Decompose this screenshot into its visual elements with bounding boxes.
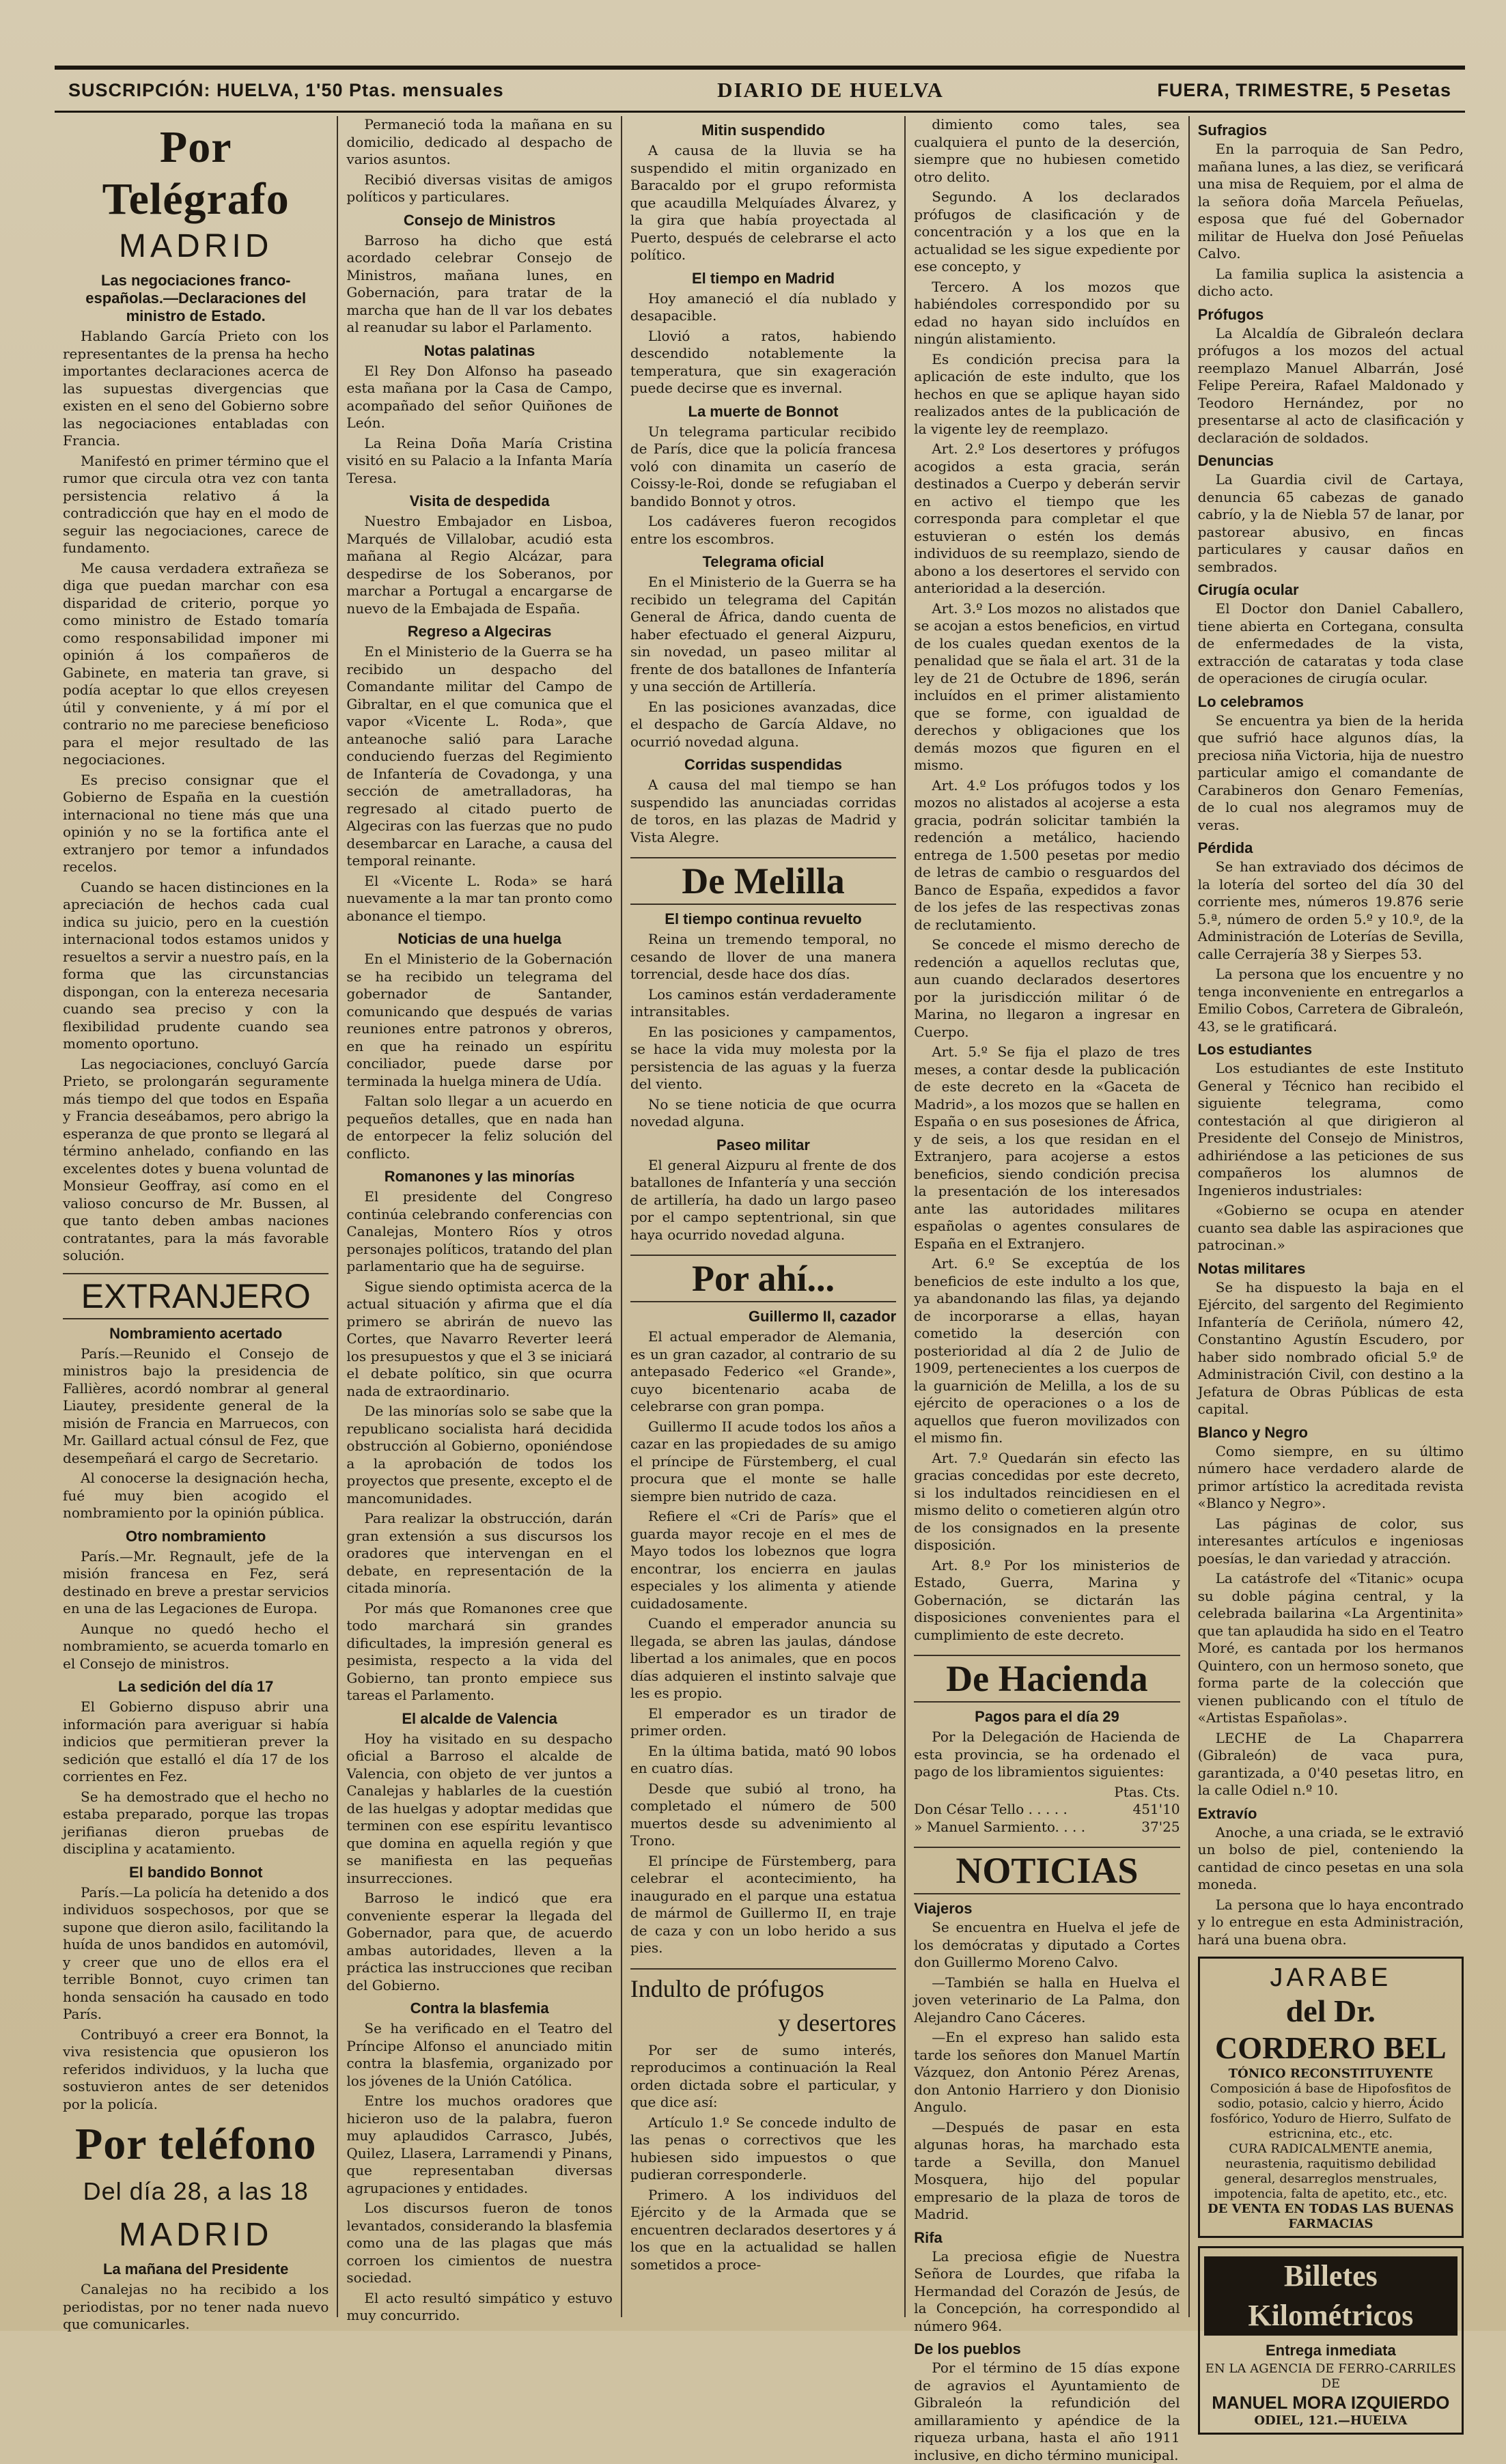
paragraph: En las posiciones avanzadas, dice el despacho de García Aldave, no ocurrió novedad alguna. xyxy=(630,698,897,750)
headline: Notas palatinas xyxy=(423,341,535,359)
paragraph: Sigue siendo optimista acerca de la actual situación y afirma que el día primero se abrirán de nuevo las Cortes, que Navarro Reverter leerá los presupuestos y que el 3 se iniciará el debate político, sin que ocurra nada de extraordinario. xyxy=(346,1278,613,1399)
paragraph: —También se halla en Huelva el joven veterinario de La Palma, don Alejandro Cano Cáceres. xyxy=(914,1974,1180,2026)
ad-brand: MANUEL MORA IZQUIERDO xyxy=(1212,2392,1450,2413)
paragraph: Para realizar la obstrucción, darán gran extensión a sus discursos los oradores que intervengan en el debate, en representación de la citada minoría. xyxy=(346,1510,613,1596)
paragraph: Los caminos están verdaderamente intransitables. xyxy=(630,985,897,1020)
paragraph: Contribuyó a creer era Bonnot, la viva resistencia que opusieron los referidos individuos, y la lucha que sostuvieron antes de ser detenidos por la policía. xyxy=(63,2026,329,2112)
masthead xyxy=(55,66,1465,113)
ad-subtitle: TÓNICO RECONSTITUYENTE xyxy=(1228,2067,1434,2081)
newspaper-title: DIARIO DE HUELVA xyxy=(717,78,944,102)
headline: La mañana del Presidente xyxy=(102,2260,289,2278)
paragraph: Por la Delegación de Hacienda de esta provincia, se ha ordenado el pago de los libramientos siguientes: xyxy=(914,1728,1180,1780)
headline: Extravío xyxy=(1197,1804,1257,1822)
headline: La sedición del día 17 xyxy=(117,1678,274,1695)
paragraph: En las posiciones y campamentos, se hace la vida muy molesta por la persistencia de las aguas y la fuerza del viento. xyxy=(630,1023,897,1092)
paragraph: dimiento como tales, sea cualquiera el punto de la deserción, siempre que no hubiesen cometido otro delito. xyxy=(914,116,1180,185)
headline: Las negociaciones franco-españolas.—Declaraciones del ministro de Estado. xyxy=(85,272,307,324)
paragraph: Hablando García Prieto con los representantes de la prensa ha hecho importantes declaraciones acerca de las supuestas divergencias que existen en el seno del Gobierno sobre las negociaciones entabladas con Francia. xyxy=(63,328,329,449)
headline: Otro nombramiento xyxy=(126,1527,266,1545)
headline: Los estudiantes xyxy=(1197,1041,1313,1058)
paragraph: Manifestó en primer término que el rumor que circula otra vez con tanta persistencia relativo á la contradicción que hay en el modo de seguir las negociaciones, carece de fundamento. xyxy=(63,452,329,556)
ad-text: DE VENTA EN TODAS LAS BUENAS FARMACIAS xyxy=(1207,2202,1454,2231)
paragraph: Hoy amaneció el día nublado y desapacible. xyxy=(630,290,897,324)
headline: Cirugía ocular xyxy=(1197,581,1299,598)
column-3 xyxy=(622,116,906,2317)
paragraph: Reina un tremendo temporal, no cesando de llover de una manera torrencial, desde hace dos días. xyxy=(630,931,897,982)
headline: El bandido Bonnot xyxy=(128,1863,263,1881)
paragraph: Faltan solo llegar a un acuerdo en pequeños detalles, que en nada han de entorpecer la feliz solución del conflicto. xyxy=(346,1093,613,1162)
paragraph: Desde que subió al trono, ha completado el número de 500 muertos desde su advenimiento al Trono. xyxy=(630,1780,897,1849)
paragraph: El Gobierno dispuso abrir una información para averiguar si había indicios que permitieran prever la sedición que estalló el día 17 de los corrientes en Fez. xyxy=(63,1698,329,1784)
paragraph: Hoy ha visitado en su despacho oficial a Barroso el alcalde de Valencia, con objeto de ver juntos a Canalejas y hablarles de la cuestión de las huelgas y adoptar medidas que terminen con ese espíritu levantisco que domina en aquella región y que se manifiesta en las pequeñas insurrecciones. xyxy=(346,1730,613,1886)
dateline-madrid: MADRID xyxy=(119,228,273,264)
headline: Nombramiento acertado xyxy=(109,1324,283,1342)
paragraph: Art. 2.º Los desertores y prófugos acogidos a esta gracia, serán destinados a Cuerpo y deberán servir en activo el tiempo que les corresponda para completar el que estuvieran o estén los demás individuos de su reemplazo, siendo de abono a los desertores el servido con anterioridad a la deserción. xyxy=(914,440,1180,596)
ad-text: Composición á base de Hipofosfitos de sodio, potasio, calcio y hierro, Ácido fosfórico, Yoduro de Hierro, Sulfato de estricnina, etc., etc. xyxy=(1210,2082,1451,2141)
paragraph: París.—Mr. Regnault, jefe de la misión francesa en Fez, será destinado en breve a prestar servicios en una de las Legaciones de Europa. xyxy=(63,1548,329,1616)
headline: Rifa xyxy=(914,2228,943,2246)
paragraph: Art. 5.º Se fija el plazo de tres meses, a contar desde la publicación de este decreto en la «Gaceta de Madrid», a los mozos que se hallen en España o en sus posesiones de África, y de seis, a los que residan en el Extranjero, para acojerse a estos beneficios, siendo condición precisa la presentación de los interesados ante las autoridades militares españolas o agentes consulares de España en el Extranjero. xyxy=(914,1044,1180,1252)
paragraph: Cuando se hacen distinciones en la apreciación de hechos cada cual indica su juicio, pero en la cuestión internacional todos estamos unidos y resueltos a servir a nuestro país, en la forma que las circunstancias dispongan, con la entereza necesaria cuando sea preciso y con la flexibilidad prudente cuando sea momento oportuno. xyxy=(63,878,329,1052)
dateline-date: Del día 28, a las 18 xyxy=(83,2177,309,2205)
paragraph: Guillermo II acude todos los años a cazar en las propiedades de su amigo el príncipe de Fürstemberg, el cual procura que el monte se halle siempre bien nutrido de caza. xyxy=(630,1418,897,1504)
paragraph: La preciosa efigie de Nuestra Señora de Lourdes, que rifaba la Hermandad del Corazón de Jesús, de la Concepción, ha correspondido al número 964. xyxy=(914,2248,1180,2334)
paragraph: «Gobierno se ocupa en atender cuanto sea dable las aspiraciones que patrocinan.» xyxy=(1197,1202,1464,1253)
paragraph: París.—La policía ha detenido a dos individuos sospechosos, por que se supone que dieron asilo, facilitando la huída de unos bandidos en automóvil, y creer que uno de ellos era el terrible Bonnot, cuyo crimen tan honda sensación ha causado en todo París. xyxy=(63,1884,329,2022)
headline: Regreso a Algeciras xyxy=(407,623,552,640)
paragraph: Se han extraviado dos décimos de la lotería del sorteo del día 30 del corriente mes, números 19.876 serie 5.ª, número de orden 5.º y 10.º, de la Administración de Loterías de Sevilla, calle Cerrajería 38 y Sierpes 53. xyxy=(1197,858,1464,962)
paragraph: —Después de pasar en esta algunas horas, ha marchado esta tarde a Sevilla, don Manuel Mosquera, hijo del popular empresario de la plaza de toros de Madrid. xyxy=(914,2118,1180,2222)
paragraph: Es preciso consignar que el Gobierno de España en la cuestión internacional no tiene más que una opinión y no se la fortifica ante el extranjero por temor a infundados recelos. xyxy=(63,771,329,875)
jarabe-advertisement xyxy=(1198,1957,1464,2238)
paragraph: En el Ministerio de la Guerra se ha recibido un despacho del Comandante militar del Campo de Gibraltar, en el que comunica que el vapor «Vicente L. Roda», que anteanoche salió para Larache conduciendo fuerzas del Regimiento de Infantería de Covadonga, y una sección de ametralladoras, ha regresado al citado puerto de Algeciras con las fuerzas que no pudo desembarcar en Larache, a causa del temporal reinante. xyxy=(346,643,613,869)
headline: Corridas suspendidas xyxy=(684,756,843,773)
headline: Notas militares xyxy=(1197,1259,1306,1277)
paragraph: Es condición precisa para la aplicación de este indulto, que los hechos en que se aplique hayan sido realizados antes de la publicación de la vigente ley de reemplazo. xyxy=(914,350,1180,437)
ad-subtitle: Entrega inmediata xyxy=(1265,2342,1396,2359)
headline: Blanco y Negro xyxy=(1197,1423,1308,1441)
headline: Paseo militar xyxy=(716,1136,810,1153)
paragraph: En el Ministerio de la Gobernación se ha recibido un telegrama del gobernador de Santander, comunicando que después de varias reuniones entre patronos y obreros, en que ha reinado un espíritu conciliador, puede darse por terminada la huelga minera de Udía. xyxy=(346,951,613,1089)
headline: Noticias de una huelga xyxy=(398,930,561,947)
ad-title: Billetes Kilométricos xyxy=(1204,2256,1458,2336)
paragraph: La catástrofe del «Titanic» ocupa su doble página central, y la celebrada bailarina «La Argentinita» que tan aplaudida ha sido en el Teatro Moré, es cantada por los hermanos Quintero, con un hermoso soneto, que forma parte de la colección que vienen publicando con el título de «Artistas Españolas». xyxy=(1197,1570,1464,1726)
headline: Prófugos xyxy=(1197,305,1264,323)
paragraph: Por el término de 15 días expone de agravios el Ayuntamiento de Gibraleón la refundición del amillaramiento y apéndice de la riqueza urbana, hasta el año 1911 inclusive, en dicho término municipal. xyxy=(914,2360,1180,2463)
paragraph: Art. 3.º Los mozos no alistados que se acojan a estos beneficios, en virtud de los cuales quedan exentos de la penalidad que se ñala el art. 31 de la ley de 21 de Octubre de 1896, serán incluídos en el primer alistamiento que se forme, con igualdad de derechos y obligaciones que los demás mozos que figuren en el mismo. xyxy=(914,600,1180,773)
paragraph: Las páginas de color, sus interesantes artículos e ingeniosas poesías, le dan variedad y atracción. xyxy=(1197,1515,1464,1567)
paragraph: Art. 8.º Por los ministerios de Estado, Guerra, Marina y Gobernación, se dictarán las disposiciones convenientes para el cumplimiento de este decreto. xyxy=(914,1556,1180,1643)
headline: El alcalde de Valencia xyxy=(402,1709,557,1727)
headline: La muerte de Bonnot xyxy=(688,402,839,420)
ad-address: ODIEL, 121.—HUELVA xyxy=(1254,2413,1408,2428)
paragraph: Tercero. A los mozos que habiéndoles correspondido por su edad no hayan sido incluídos en ningún alistamiento. xyxy=(914,278,1180,347)
paragraph: El Rey Don Alfonso ha paseado esta mañana por la Casa de Campo, acompañado del señor Quiñones de León. xyxy=(346,362,613,431)
payments-col-header: Ptas. Cts. xyxy=(1114,1783,1180,1800)
headline: Denuncias xyxy=(1197,452,1274,469)
paragraph: Art. 6.º Se exceptúa de los beneficios de este indulto a los que, ya abandonando las filas, ya dejando de incorporarse a ellas, hayan cometido la deserción con posterioridad al día 2 de Julio de 1909, pertenecientes a los cuerpos de la guarnición de Melilla, a los de su ejército de operaciones o a los de aquellos que fueron movilizados con el mismo fin. xyxy=(914,1255,1180,1446)
paragraph: El Doctor don Daniel Caballero, tiene abierta en Cortegana, consulta de enfermedades de la vista, extracción de cataratas y toda clase de operaciones de cirugía ocular. xyxy=(1197,600,1464,686)
paragraph: El general Aizpuru al frente de dos batallones de Infantería y una sección de artillería, ha dado un largo paseo por el campo septentrional, sin que haya ocurrido novedad alguna. xyxy=(630,1156,897,1243)
headline: Sufragios xyxy=(1197,122,1268,139)
paragraph: Anoche, a una criada, se le extravió un bolso de piel, conteniendo la cantidad de cinco pesetas en una sola moneda. xyxy=(1197,1823,1464,1892)
headline: Mitin suspendido xyxy=(701,122,825,139)
headline: Lo celebramos xyxy=(1197,692,1304,710)
headline: De los pueblos xyxy=(914,2340,1021,2357)
payee-name: Don César Tello . . . . . xyxy=(914,1801,1068,1817)
paragraph: El acto resultó simpático y estuvo muy concurrido. xyxy=(346,2289,613,2323)
paragraph: Los cadáveres fueron recogidos entre los escombros. xyxy=(630,513,897,547)
columns xyxy=(55,116,1472,2463)
paragraph: Me causa verdadera extrañeza se diga que puedan marchar con esa disparidad de criterio, porque yo como ministro de Estado tomaría como responsabilidad imponer mi opinión á los compañeros de Gabinete, en materia tan grave, si podía aceptar lo que ellos creyesen útil y conveniente, y á mí por el contrario no me pareciese beneficioso para el mejor resultado de las negociaciones. xyxy=(63,559,329,768)
section-title-desertores: y desertores xyxy=(778,2008,897,2036)
paragraph: Los estudiantes de este Instituto General y Técnico han recibido el siguiente telegrama, como contestación al que dirigieron al Presidente del Consejo de Ministros, adhiriéndose a las peticiones de sus compañeros los alumnos de Ingenieros industriales: xyxy=(1197,1060,1464,1199)
billetes-advertisement xyxy=(1198,2246,1464,2435)
paragraph: El príncipe de Fürstemberg, para celebrar el acontecimiento, ha inaugurado en el parque una estatua de mármol de Guillermo II, en traje de caza y con un lobo herido a sus pies. xyxy=(630,1852,897,1956)
headline: Pagos para el día 29 xyxy=(975,1708,1119,1725)
section-title-extranjero: EXTRANJERO xyxy=(63,1273,329,1319)
ad-brand: del Dr. CORDERO BEL xyxy=(1214,1993,1447,2065)
paragraph: Se encuentra en Huelva el jefe de los demócratas y diputado a Cortes don Guillermo Moreno Calvo. xyxy=(914,1919,1180,1970)
paragraph: Primero. A los individuos del Ejército y de la Armada que se encuentren declarados desertores y á los que en la actualidad se hallen sometidos a proce- xyxy=(630,2186,897,2273)
headline: Guillermo II, cazador xyxy=(748,1308,897,1325)
section-title-por-ahi: Por ahí... xyxy=(630,1255,896,1302)
paragraph: En la parroquia de San Pedro, mañana lunes, a las diez, se verificará una misa de Requiem, por el alma de la señora doña Marcela Peñuelas, esposa que fué del Gobernador militar de Huelva don José Peñuelas Calvo. xyxy=(1197,141,1464,262)
paragraph: Al conocerse la designación hecha, fué muy bien acogido el nombramiento por la opinión pública. xyxy=(63,1470,329,1521)
headline: El tiempo continua revuelto xyxy=(665,910,862,927)
table-row xyxy=(914,1801,1180,1819)
paragraph: Barroso le indicó que era conveniente esperar la llegada del Gobernador, para que, de acuerdo ambas autoridades, lleven a la práctica las instrucciones que reciban del Gobierno. xyxy=(346,1890,613,1993)
paragraph: Recibió diversas visitas de amigos políticos y particulares. xyxy=(346,171,613,205)
paragraph: A causa de la lluvia se ha suspendido el mitin organizado en Baracaldo por el grupo reformista que acaudilla Melquíades Álvarez, y la gira que había proyectada al Puerto, después de celebrarse el acto político. xyxy=(630,142,897,263)
payee-amount: 37'25 xyxy=(1141,1818,1180,1835)
paragraph: No se tiene noticia de que ocurra novedad alguna. xyxy=(630,1095,897,1130)
paragraph: Nuestro Embajador en Lisboa, Marqués de Villalobar, acudió esta mañana al Regio Alcázar, para despedirse de los Soberanos, por marchar a Portugal a encargarse de nuevo de la Embajada de España. xyxy=(346,513,613,617)
paragraph: A causa del mal tiempo se han suspendido las anunciadas corridas de toros, en las plazas de Madrid y Vista Alegre. xyxy=(630,776,897,845)
headline: Contra la blasfemia xyxy=(410,2000,549,2017)
section-title-hacienda: De Hacienda xyxy=(914,1655,1180,1703)
section-title-indulto: Indulto de prófugos xyxy=(630,1968,896,2004)
paragraph: —En el expreso han salido esta tarde los señores don Manuel Martín Vázquez, don Antonio Pérez Arenas, don Antonio Harriero y don Dionisio Angulo. xyxy=(914,2029,1180,2115)
paragraph: Art. 4.º Los prófugos todos y los mozos no alistados al acojerse a esta gracia, podrán solicitar también la redención a metálico, haciendo entrega de 1.500 pesetas por medio de letras de cambio o resguardos del Banco de España, expedidos a favor de los jefes de las respectivas zonas de reclutamiento. xyxy=(914,776,1180,933)
paragraph: La persona que lo haya encontrado y lo entregue en esta Administración, hará una buena obra. xyxy=(1197,1896,1464,1948)
paragraph: Canalejas no ha recibido a los periodistas, por no tener nada nuevo que comunicarles. xyxy=(63,2281,329,2332)
milk-ad: LECHE de La Chaparrera (Gibraleón) de vaca pura, garantizada, a 0'40 pesetas litro, en la calle Odiel n.º 10. xyxy=(1197,1729,1464,1798)
paragraph: Art. 7.º Quedarán sin efecto las gracias concedidas por este decreto, si los indultados reincidiesen en el mismo delito o cometieren algún otro de los consignados en la presente disposición. xyxy=(914,1449,1180,1553)
paragraph: La Guardia civil de Cartaya, denuncia 65 cabezas de ganado cabrío, y la de Niebla 57 de lanar, por pastorear abusivo, en fincas particulares y causar daños en sembrados. xyxy=(1197,471,1464,575)
paragraph: Cuando el emperador anuncia su llegada, se abren las jaulas, dándose libertad a los animales, que en pocos días adquieren el instinto salvaje que les es propio. xyxy=(630,1615,897,1701)
paragraph: Entre los muchos oradores que hicieron uso de la palabra, fueron muy aplaudidos Carrasco, Jubés, Quilez, Llasera, Larramendi y Pinans, que representaban diversas agrupaciones y entidades. xyxy=(346,2092,613,2196)
paragraph: La persona que los encuentre y no tenga inconveniente en entregarlos a Emilio Cobos, Carretera de Gibraleón, 43, se le gratificará. xyxy=(1197,966,1464,1035)
paragraph: El «Vicente L. Roda» se hará nuevamente a la mar tan pronto como abonance el tiempo. xyxy=(346,872,613,924)
paragraph: Segundo. A los declarados prófugos de clasificación y de concentración y a los que en la actualidad se les sigue expediente por ese concepto, y xyxy=(914,188,1180,275)
paragraph: Refiere el «Cri de París» que el guarda mayor recoje en el mes de Mayo todos los lobeznos que logra encontrar, los encierra en jaulas especiales y los alimenta y atiende cuidadosamente. xyxy=(630,1508,897,1612)
paragraph: La familia suplica la asistencia a dicho acto. xyxy=(1197,265,1464,299)
paragraph: Los discursos fueron de tonos levantados, considerando la blasfemia como una de las plagas que más corroen los cimientos de nuestra sociedad. xyxy=(346,2200,613,2286)
table-row xyxy=(914,1819,1180,1836)
paragraph: Las negociaciones, concluyó García Prieto, se prolongarán seguramente más tiempo del que todos en España y Francia deseábamos, pero abrigo la esperanza de que pronto se llegará al término anhelado, confiando en las excelentes dotes y buena voluntad de Monsieur Geoffray, así como en el valioso concurso de Mr. Bussen, al que tanto deben ambas naciones contratantes, para la más favorable solución. xyxy=(63,1055,329,1263)
paragraph: Se ha verificado en el Teatro del Príncipe Alfonso el anunciado mitin contra la blasfemia, organizado por los jóvenes de la Unión Católica. xyxy=(346,2020,613,2089)
paragraph: Barroso ha dicho que está acordado celebrar Consejo de Ministros, mañana lunes, en Gobernación, para tratar de la marcha que han de ll var los debates al reanudar su labor el Parlamento. xyxy=(346,232,613,335)
paragraph: Por ser de sumo interés, reproducimos a continuación la Real orden dictada sobre el particular, y que dice así: xyxy=(630,2041,897,2110)
headline: El tiempo en Madrid xyxy=(692,269,835,287)
paragraph: Por más que Romanones cree que todo marchará sin grandes dificultades, la impresión general es pesimista, respecto a la vida del Gobierno, tan pronto empiece sus tareas el Parlamento. xyxy=(346,1599,613,1703)
section-title-noticias: NOTICIAS xyxy=(914,1847,1180,1894)
paragraph: Como siempre, en su último número hace verdadero alarde de primor artístico la acreditada revista «Blanco y Negro». xyxy=(1197,1442,1464,1511)
payee-amount: 451'10 xyxy=(1132,1801,1180,1817)
section-title-melilla: De Melilla xyxy=(630,857,896,905)
headline: Consejo de Ministros xyxy=(403,211,556,229)
paragraph: La Reina Doña María Cristina visitó en su Palacio a la Infanta María Teresa. xyxy=(346,434,613,486)
paragraph: Se ha demostrado que el hecho no estaba preparado, porque las tropas jerifianas dieron pruebas de disciplina y acatamiento. xyxy=(63,1788,329,1857)
column-1 xyxy=(55,116,338,2332)
paragraph: Se encuentra ya bien de la herida que sufrió hace algunos días, la preciosa niña Victoria, hija de nuestro particular amigo el comandante de Carabineros don Genaro Femenías, de lo cual nos alegramos muy de veras. xyxy=(1197,712,1464,833)
paragraph: Artículo 1.º Se concede indulto de las penas o correctivos que les hubiesen sido impuestos o que pudieran corresponderle. xyxy=(630,2114,897,2183)
headline: Pérdida xyxy=(1197,839,1253,856)
subscription-remote: FUERA, TRIMESTRE, 5 Pesetas xyxy=(1157,79,1451,100)
headline: Telegrama oficial xyxy=(702,553,824,570)
paragraph: El presidente del Congreso continúa celebrando conferencias con Canalejas, Montero Ríos y otros personajes políticos, tratando del plan parlamentario que ha de seguirse. xyxy=(346,1188,613,1274)
paragraph: París.—Reunido el Consejo de ministros bajo la presidencia de Fallières, acordó nombrar al general Liautey, presidente general de la misión de Francia en Marruecos, con Mr. Gaillard actual cónsul de Fez, que desempeñará el cargo de Secretario. xyxy=(63,1345,329,1466)
paragraph: Permaneció toda la mañana en su domicilio, dedicado al despacho de varios asuntos. xyxy=(346,116,613,167)
column-5 xyxy=(1190,116,1472,2428)
paragraph: Se concede el mismo derecho de redención a aquellos reclutas que, aun cuando declarados desertores por la jurisdicción militar ó de Marina, no llegaron a ingresar en Cuerpo. xyxy=(914,936,1180,1040)
paragraph: La Alcaldía de Gibraleón declara prófugos a los mozos del actual reemplazo Manuel Albarrán, José Felipe Pereira, Rafael Maldonado y Teodoro Hernández, por no presentarse al acto de clasificación y declaración de soldados. xyxy=(1197,324,1464,446)
paragraph: Se ha dispuesto la baja en el Ejército, del sargento del Regimiento Infantería de Ceriñola, número 42, Constantino Agustín Escudero, por haber sido nombrado oficial 5.º de Administración Civil, con destino a la Jefatura de Obras Públicas de esta capital. xyxy=(1197,1278,1464,1417)
section-title-telefono: Por teléfono xyxy=(74,2119,317,2169)
ad-text: CURA RADICALMENTE anemia, neurastenia, raquitismo debilidad general, desarreglos menstruales, impotencia, falta de apetito, etc., etc. xyxy=(1214,2142,1448,2201)
headline: Romanones y las minorías xyxy=(384,1168,575,1185)
paragraph: Llovió a ratos, habiendo descendido notablemente la temperatura, que sin exageración puede decirse que es invernal. xyxy=(630,327,897,396)
paragraph: Aunque no quedó hecho el nombramiento, se acuerda tomarlo en el Consejo de ministros. xyxy=(63,1620,329,1672)
ad-title: JARABE xyxy=(1270,1963,1392,1992)
section-title-telegrafo: Por Telégrafo xyxy=(102,122,290,224)
column-4 xyxy=(906,116,1189,2463)
paragraph: En el Ministerio de la Guerra se ha recibido un telegrama del Capitán General de África, dando cuenta de haber efectuado el general Aizpuru, sin novedad, un paseo militar al frente de dos batallones de Infantería y una sección de Artillería. xyxy=(630,574,897,695)
dateline-madrid: MADRID xyxy=(119,2217,273,2253)
ad-text: EN LA AGENCIA DE FERRO-CARRILES DE xyxy=(1205,2362,1456,2391)
column-2 xyxy=(338,116,622,2323)
paragraph: Un telegrama particular recibido de París, dice que la policía francesa voló con dinamita un caserío de Coissy-le-Roi, donde se refugiaban el bandido Bonnot y otros. xyxy=(630,423,897,509)
paragraph: El actual emperador de Alemania, es un gran cazador, al contrario de su antepasado Federico «el Grande», cuyo bicentenario acaba de celebrarse con gran pompa. xyxy=(630,1328,897,1414)
payments-table-header xyxy=(914,1784,1180,1802)
headline: Viajeros xyxy=(914,1900,973,1917)
payee-name: » Manuel Sarmiento. . . . xyxy=(914,1818,1086,1835)
headline: Visita de despedida xyxy=(409,492,550,509)
paragraph: De las minorías solo se sabe que la republicano socialista hará decidida obstrucción al Gobierno, oponiéndose a la aprobación de todos los proyectos que presente, excepto el de mancomunidades. xyxy=(346,1403,613,1507)
paragraph: El emperador es un tirador de primer orden. xyxy=(630,1705,897,1739)
subscription-local: SUSCRIPCIÓN: HUELVA, 1'50 Ptas. mensuales xyxy=(68,79,504,100)
paragraph: En la última batida, mató 90 lobos en cuatro días. xyxy=(630,1742,897,1776)
